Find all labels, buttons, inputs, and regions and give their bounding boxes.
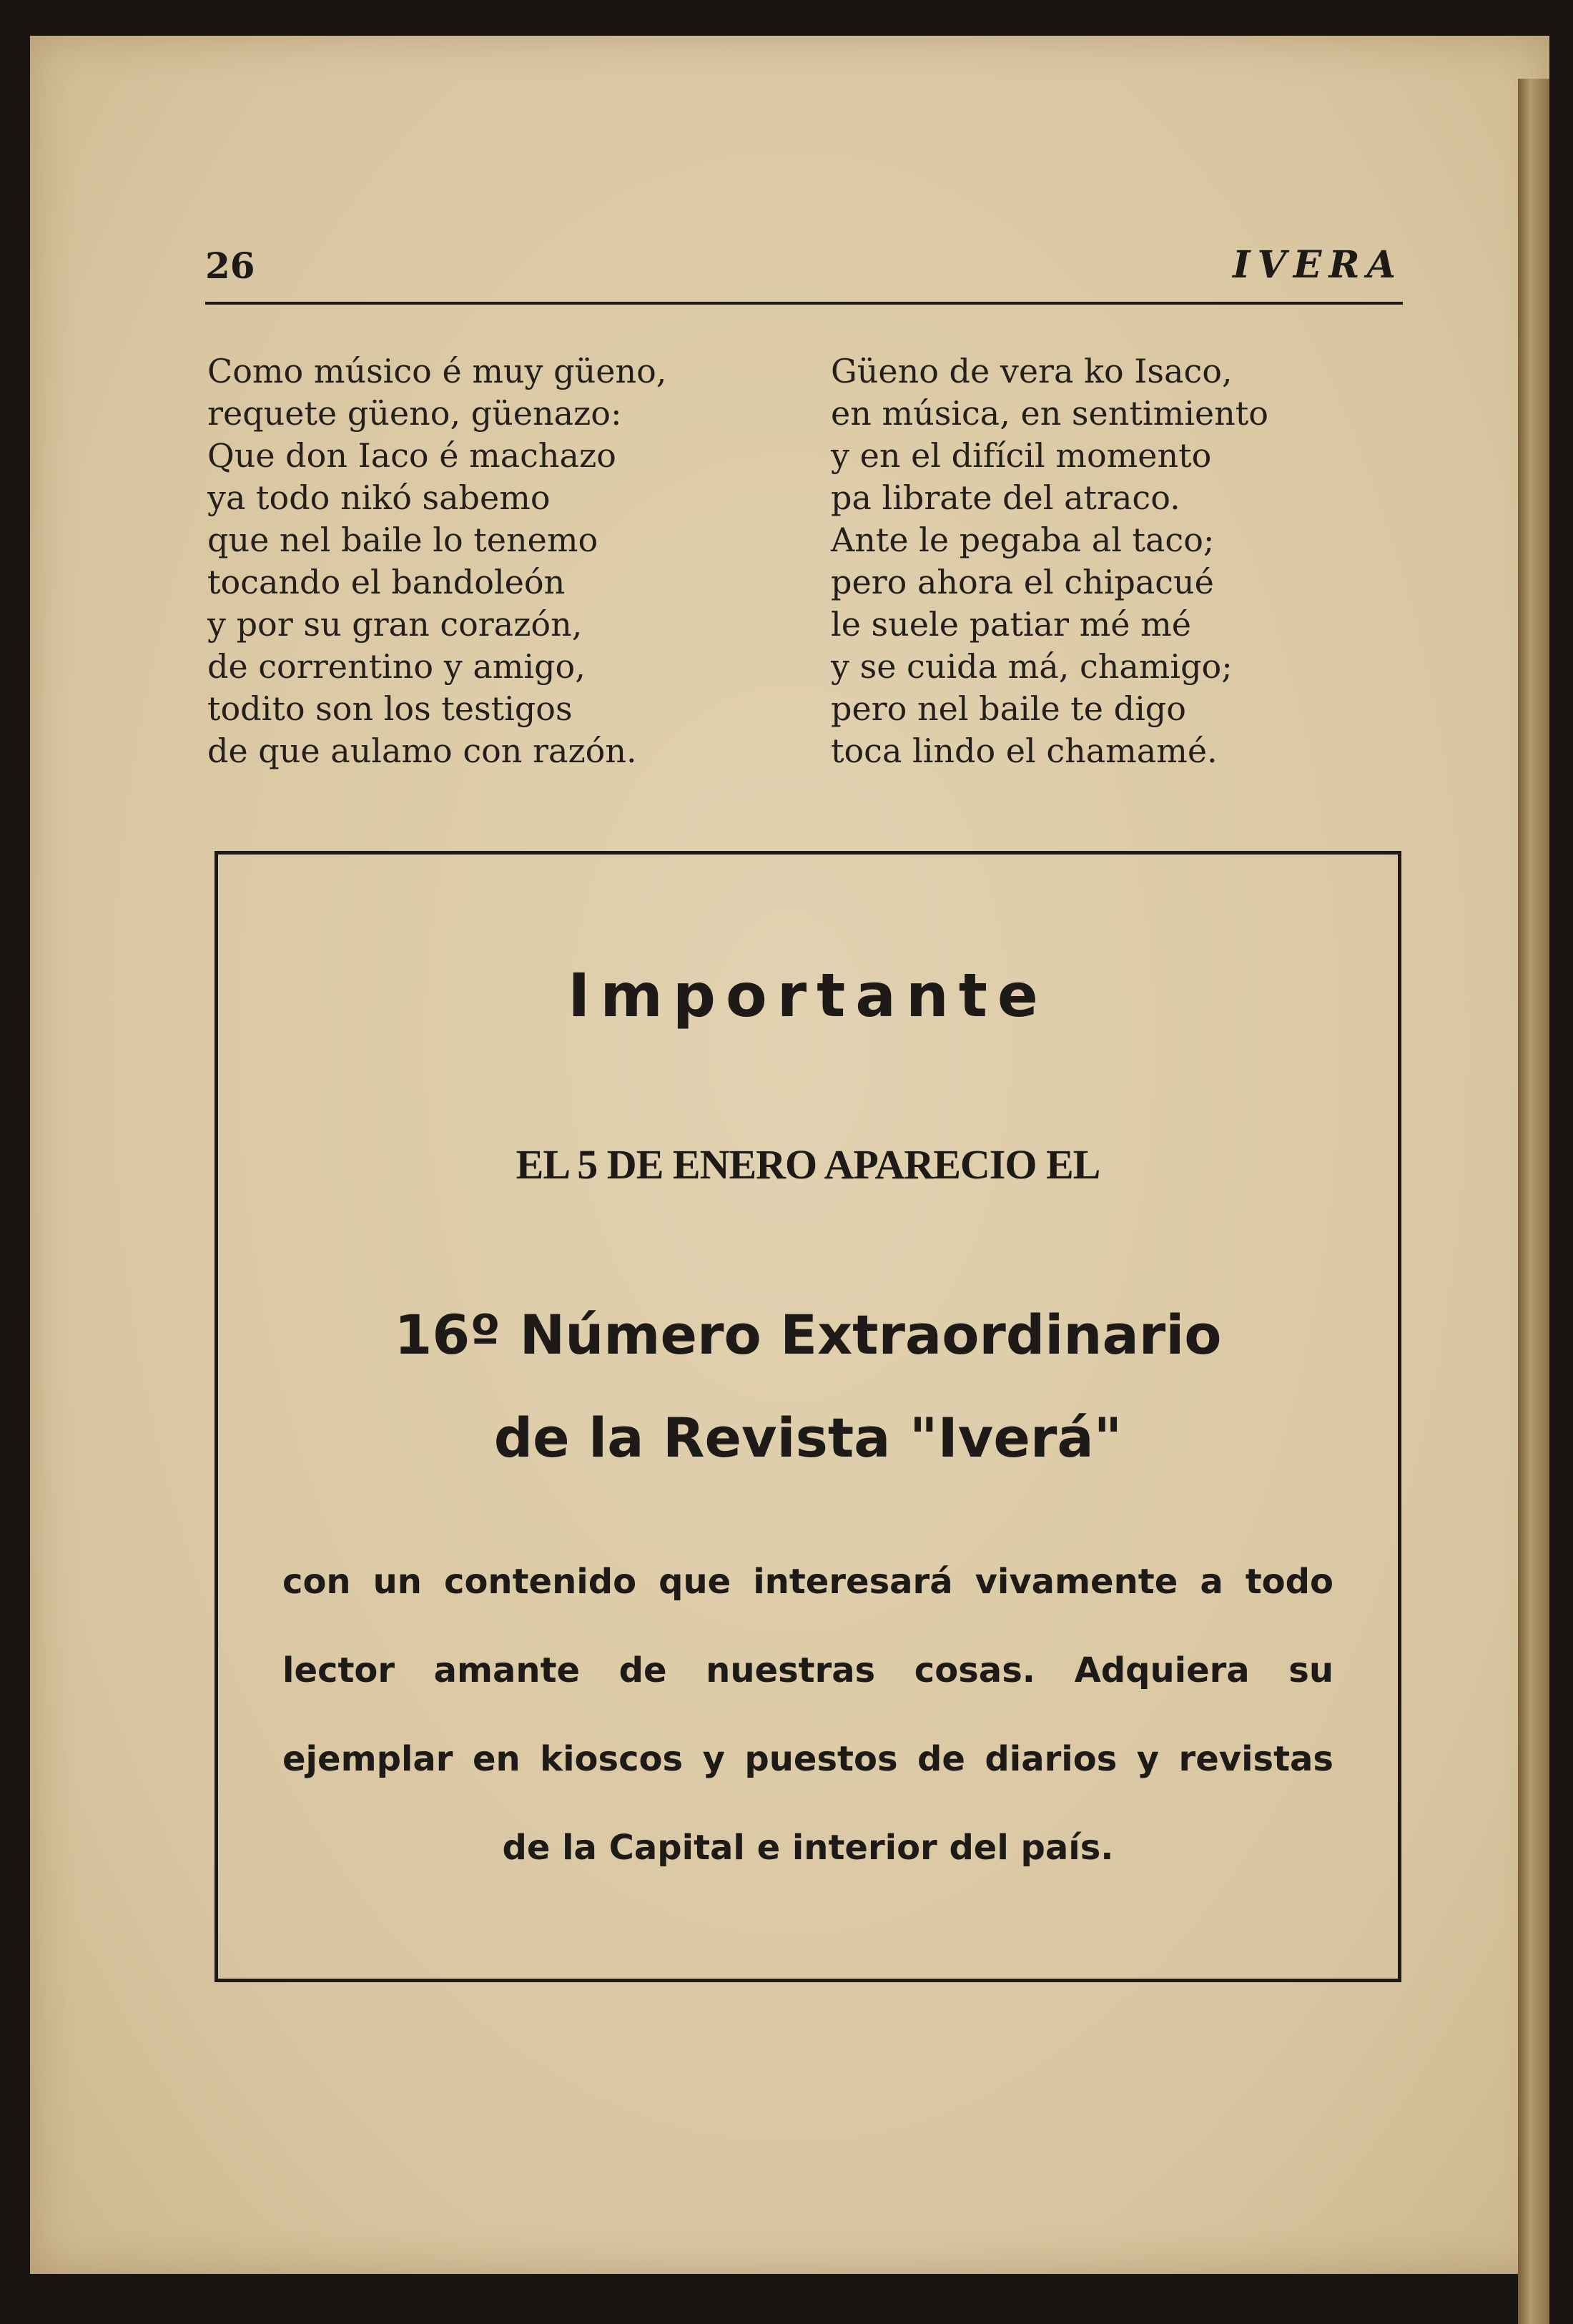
verse-line: todito son los testigos: [207, 689, 573, 728]
body-line: lector amante de nuestras cosas. Adquiera su: [282, 1650, 1333, 1690]
poem-stanza-right: [831, 350, 1268, 772]
page-number: 26: [205, 245, 255, 287]
notice-title: Importante: [568, 960, 1048, 1030]
verse-line: y en el difícil momento: [831, 436, 1212, 475]
verse-line: y por su gran corazón,: [207, 605, 583, 644]
verse-line: que nel baile lo tenemo: [207, 521, 598, 559]
verse-line: pero ahora el chipacué: [831, 563, 1214, 601]
verse-line: Como músico é muy güeno,: [207, 352, 667, 390]
verse-line: toca lindo el chamamé.: [831, 732, 1218, 770]
notice-subtitle: EL 5 DE ENERO APARECIO EL: [516, 1141, 1100, 1188]
poem-stanza-left: [207, 350, 666, 772]
issue-line: 16º Número Extraordinario: [394, 1303, 1222, 1367]
verse-line: y se cuida má, chamigo;: [831, 647, 1233, 686]
body-line: de la Capital e interior del país.: [502, 1828, 1114, 1868]
verse-line: Ante le pegaba al taco;: [831, 521, 1215, 559]
verse-line: tocando el bandoleón: [207, 563, 566, 601]
magazine-page: [30, 36, 1549, 2274]
verse-line: de correntino y amigo,: [207, 647, 586, 686]
verse-line: pero nel baile te digo: [831, 689, 1186, 728]
verse-line: de que aulamo con razón.: [207, 732, 637, 770]
body-line: ejemplar en kioscos y puestos de diarios y revistas: [282, 1739, 1333, 1779]
verse-line: Güeno de vera ko Isaco,: [831, 352, 1233, 390]
verse-line: pa librate del atraco.: [831, 478, 1180, 517]
verse-line: requete güeno, güenazo:: [207, 394, 622, 433]
verse-line: le suele patiar mé mé: [831, 605, 1191, 644]
verse-line: ya todo nikó sabemo: [207, 478, 551, 517]
notice-body: [282, 1537, 1333, 1892]
verse-line: en música, en sentimiento: [831, 394, 1268, 433]
page-header: [205, 237, 1403, 305]
verse-line: Que don Iaco é machazo: [207, 436, 616, 475]
running-title: IVERA: [1233, 243, 1403, 287]
issue-line: de la Revista "Iverá": [493, 1406, 1123, 1469]
body-line: con un contenido que interesará vivamente a todo: [282, 1562, 1333, 1602]
page-edge: [1518, 79, 1549, 2324]
notice-issue-heading: [218, 1284, 1398, 1490]
notice-box: [214, 851, 1401, 1982]
